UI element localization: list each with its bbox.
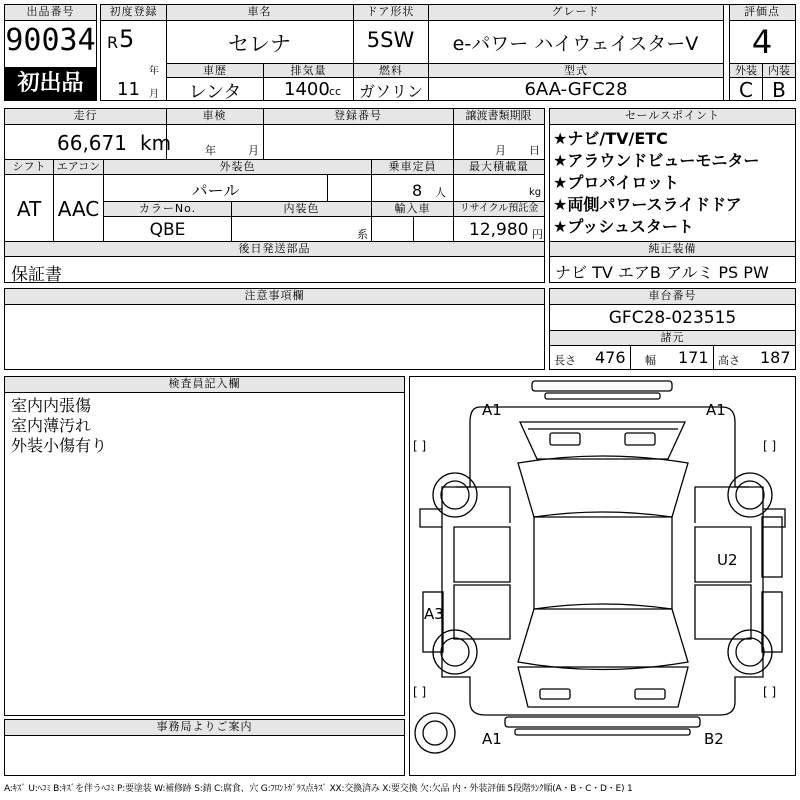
mark-b2: B2: [704, 730, 724, 748]
month-unit: 月: [149, 89, 159, 100]
inspector-box: [4, 376, 405, 716]
ac-label: エアコン: [54, 160, 103, 175]
mileage: 66,671: [57, 131, 127, 155]
transfer-label: 譲渡書類期限: [453, 109, 544, 125]
chassis-label: 車台番号: [550, 289, 795, 305]
door-label: ドア形状: [353, 5, 428, 21]
era: R: [107, 33, 119, 52]
year-unit: 年: [149, 66, 159, 77]
first-reg-year: 5: [119, 25, 135, 53]
displacement-unit: cc: [329, 85, 342, 98]
lot-no-label: 出品番号: [5, 5, 96, 21]
lot-no: 90034: [5, 23, 96, 58]
main-info-box: [100, 4, 796, 101]
inspection-year-unit: 年: [205, 144, 216, 157]
displacement: 1400: [284, 79, 330, 100]
score-label: 評価点: [729, 5, 795, 21]
office-label: 事務局よりご案内: [5, 720, 404, 736]
reg-no-label: 登録番号: [263, 109, 453, 125]
inspector-line: 室内内張傷: [11, 396, 92, 415]
displacement-label: 排気量: [264, 64, 353, 78]
dims-label: 諸元: [550, 331, 795, 346]
later-parts: 保証書: [11, 265, 62, 285]
capacity: 8: [412, 181, 423, 200]
chassis-number: GFC28-023515: [608, 308, 737, 328]
mark-a1-rear-left: A1: [482, 730, 502, 748]
sales-point: ★プロパイロット: [553, 173, 680, 192]
history-label: 車歴: [167, 64, 263, 78]
car-name: セレナ: [228, 32, 291, 56]
recycle-unit: 円: [532, 228, 543, 241]
recycle-label: リサイクル預託金: [454, 202, 544, 217]
notes-box: [4, 288, 545, 370]
mark-a1-front-right: A1: [706, 401, 726, 419]
interior-grade: B: [772, 78, 786, 102]
height-label: 高さ: [718, 354, 740, 367]
exterior-color: パール: [191, 181, 240, 200]
grade-label: グレード: [428, 5, 723, 21]
legend: A:ｷｽﾞ U:ﾍｺﾐ B:ｷｽﾞを伴うﾍｺﾐ P:要塗装 W:補修跡 S:錆 C:腐食、穴 G:ﾌﾛﾝﾄｶﾞﾗｽ点ｷｽﾞ XX:交換済み X:要交換 欠:欠品 内・外装評価 5段階ﾗﾝｸ順(A・B・C・D・E) 1: [4, 784, 633, 794]
inspection-label: 車検: [166, 109, 263, 125]
shift: AT: [16, 197, 42, 221]
exterior-grade: C: [739, 78, 753, 102]
notes-label: 注意事項欄: [5, 289, 544, 305]
score: 4: [751, 23, 773, 61]
equip-label: 純正装備: [550, 242, 795, 257]
fuel-label: 燃料: [354, 64, 428, 78]
sales-box: [549, 108, 796, 283]
mark-a3: A3: [424, 605, 444, 623]
bracket-right-lower: [ ]: [763, 685, 777, 699]
details-box: [4, 108, 545, 283]
color-no-label: カラーNo.: [104, 202, 231, 217]
capacity-unit: 人: [435, 186, 446, 199]
chassis-box: [549, 288, 796, 370]
grade: e-パワー ハイウェイスターV: [452, 33, 699, 55]
capacity-label: 乗車定員: [372, 160, 453, 175]
shift-label: シフト: [5, 160, 53, 175]
later-parts-label: 後日発送部品: [5, 242, 544, 257]
model-code: 6AA-GFC28: [524, 79, 628, 100]
door-type: 5SW: [366, 28, 415, 52]
color-no: QBE: [149, 220, 186, 240]
equipment: ナビ TV エアB アルミ PS PW: [555, 263, 769, 282]
inspector-line: 室内薄汚れ: [11, 416, 92, 435]
fuel: ガソリン: [358, 82, 423, 101]
bracket-left-lower: [ ]: [413, 685, 427, 699]
recycle-amount: 12,980: [469, 220, 529, 240]
inspector-label: 検査員記入欄: [5, 377, 404, 393]
car-outline-drawing: [410, 377, 795, 775]
interior-color-unit: 系: [357, 228, 368, 241]
model-label: 型式: [429, 64, 723, 78]
inspector-line: 外装小傷有り: [11, 436, 108, 455]
width: 171: [678, 348, 709, 367]
import-label: 輸入車: [372, 202, 453, 217]
height: 187: [760, 348, 791, 367]
first-listing-text: 初出品: [17, 71, 84, 96]
length-label: 長さ: [554, 354, 576, 367]
sales-points: [553, 128, 759, 238]
bracket-left: [ ]: [413, 439, 427, 453]
transfer-day-unit: 日: [529, 144, 540, 157]
first-reg-month: 11: [117, 79, 140, 100]
mark-u2: U2: [717, 551, 738, 569]
mileage-unit: km: [140, 131, 172, 155]
sales-point: ★ナビ/TV/ETC: [553, 129, 668, 148]
transfer-month-unit: 月: [495, 144, 506, 157]
sales-point: ★プッシュスタート: [553, 217, 694, 236]
exterior-label: 外装: [730, 64, 762, 78]
first-listing-badge: [5, 67, 96, 100]
mark-a1-front-left: A1: [482, 401, 502, 419]
lot-box: [4, 4, 97, 101]
office-box: [4, 719, 405, 776]
air-conditioner: AAC: [57, 197, 100, 221]
sales-point: ★両側パワースライドドア: [553, 195, 742, 214]
sales-label: セールスポイント: [550, 109, 795, 125]
length: 476: [595, 348, 626, 367]
inspector-notes: [11, 396, 107, 456]
color-label: 外装色: [104, 160, 371, 175]
car-diagram: [409, 376, 796, 776]
vehicle-history: レンタ: [188, 82, 242, 103]
sales-point: ★アラウンドビューモニター: [553, 151, 760, 170]
load-label: 最大積載量: [454, 160, 544, 175]
first-reg-label: 初度登録: [101, 5, 166, 21]
bracket-right: [ ]: [763, 439, 777, 453]
load-unit: kg: [529, 187, 542, 198]
interior-color-label: 内装色: [232, 202, 371, 217]
width-label: 幅: [645, 354, 656, 367]
mileage-label: 走行: [5, 109, 166, 125]
interior-label: 内装: [763, 64, 795, 78]
inspection-month-unit: 月: [248, 144, 259, 157]
car-name-label: 車名: [166, 5, 353, 21]
